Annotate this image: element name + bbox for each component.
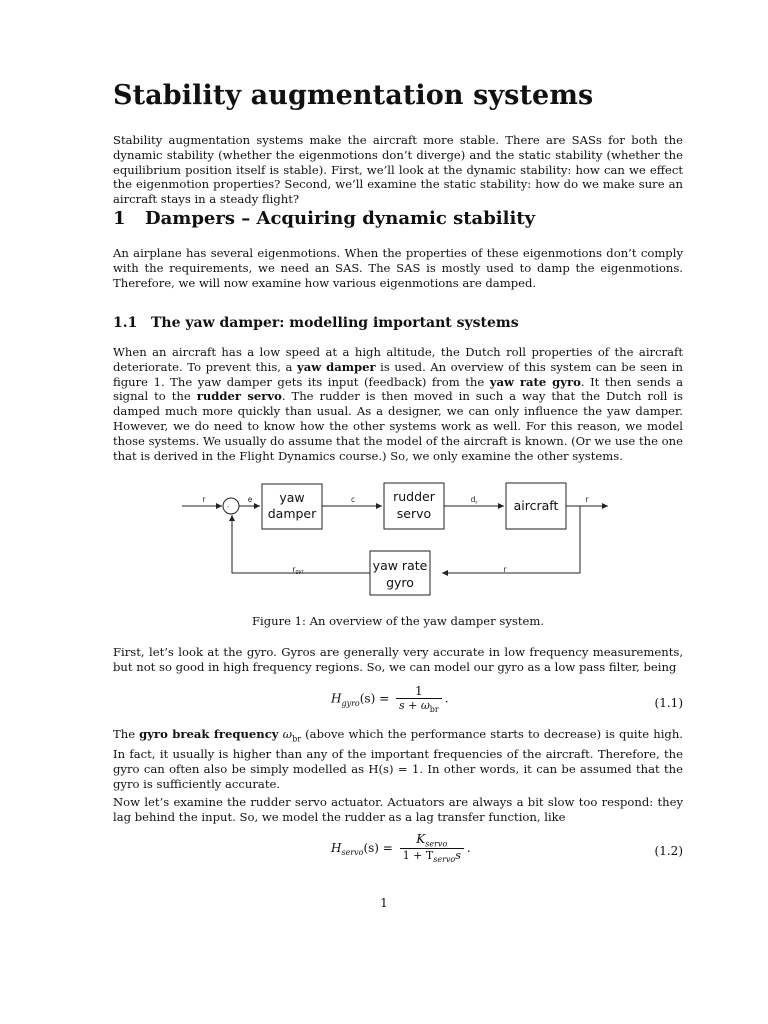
eq1-h-sub: gyro (341, 698, 360, 708)
signal-delta-r-base: d (470, 495, 476, 504)
text-run: (above which the performance starts to decrease) is quite high. In fact, it usually is higher than any of the important frequencies of the aircraft. Therefore, the gyro can often also be simply modelled as H(s) = 1. In other words, it can be assumed that the gyro is sufficiently accurate. (113, 727, 683, 791)
eq2-arg: (s) = (363, 840, 393, 855)
signal-r-gyro-base: r (292, 565, 296, 574)
rudder-servo-label-1: rudder (393, 489, 435, 504)
eq2-h: H (331, 840, 342, 855)
signal-e: e (247, 495, 253, 504)
equation-1-2-number: (1.2) (654, 844, 683, 858)
section-1-heading (113, 208, 535, 229)
section-1-paragraph: An airplane has several eigenmotions. When the properties of these eigenmotions don’t comply with the requirements, we need an SAS. The SAS is mostly used to damp the eigenmotions. Therefore, we will now examine how various eigenmotions are damped. (113, 246, 683, 290)
yaw-damper-block-diagram (180, 476, 610, 604)
text-run: The (113, 727, 140, 741)
eq1-fraction (396, 684, 442, 714)
omega-sub: br (292, 734, 302, 744)
signal-c: c (350, 495, 356, 504)
eq2-k: K (416, 832, 426, 846)
yaw-rate-gyro-label-1: yaw rate (372, 558, 428, 573)
eq1-arg: (s) = (359, 691, 390, 706)
term-gyro-break-frequency: gyro break frequency (139, 727, 279, 741)
section-1-1-number: 1.1 (113, 315, 138, 331)
section-1-1-heading (113, 315, 519, 331)
equation-1-2-body (331, 832, 471, 865)
text-run: When an aircraft has a low speed at a high altitude, the Dutch roll properties of the aircraft deteriorate. To prevent this, a (113, 345, 683, 374)
eq1-h: H (331, 691, 342, 706)
eq1-den: s + ω (398, 699, 430, 712)
gyro-feedback-path (232, 515, 370, 573)
rudder-servo-label-2: servo (396, 506, 432, 521)
eq1-period: . (444, 691, 449, 706)
equation-1-1 (113, 684, 683, 724)
signal-delta-r (471, 495, 479, 506)
signal-delta-r-sub: r (475, 500, 478, 506)
summing-minus-sign: - (226, 503, 230, 510)
eq2-numerator (400, 832, 464, 848)
summing-junction (223, 498, 239, 514)
text-run: . It then sends a signal to the (113, 374, 683, 404)
figure-caption: Figure 1: An overview of the yaw damper system. (251, 614, 545, 628)
yaw-rate-gyro-label-2: gyro (386, 575, 414, 590)
eq1-den-sub: br (429, 705, 439, 715)
signal-r-gyro (292, 565, 304, 575)
equation-1-2 (113, 832, 683, 872)
yaw-damper-label-1: yaw (279, 490, 305, 505)
page-title: Stability augmentation systems (113, 80, 594, 111)
servo-paragraph: Now let’s examine the rudder servo actuator. Actuators are always a bit slow too respond: they lag behind the input. So, we model the rudder as a lag transfer function, like (113, 795, 683, 824)
signal-r-output: r (585, 495, 589, 504)
text-run: is used. An overview of this system can be seen in figure 1. The yaw damper gets its input (feedback) from the (113, 359, 683, 389)
eq1-numerator: 1 (415, 684, 423, 698)
intro-paragraph: Stability augmentation systems make the aircraft more stable. There are SASs for both the dynamic stability (whether the eigenmotions don’t diverge) and the static stability (whether the equilibrium position itself is stable). First, we’ll look at the dynamic stability: how can we effect the eigenmotion properties? Second, we’ll examine the static stability: how do we make sure an aircraft stays in a steady flight? (113, 133, 683, 207)
eq2-denominator (400, 848, 464, 864)
yaw-damper-paragraph (113, 345, 683, 463)
eq2-k-sub: servo (425, 839, 448, 849)
break-frequency-paragraph (113, 727, 683, 792)
eq1-denominator (396, 698, 442, 714)
signal-r-feedback: r (503, 565, 507, 574)
section-1-1-title: The yaw damper: modelling important systems (151, 315, 519, 331)
yaw-damper-label-2: damper (267, 506, 317, 521)
eq2-fraction (400, 832, 464, 865)
term-yaw-damper: yaw damper (297, 359, 376, 374)
gyro-paragraph: First, let’s look at the gyro. Gyros are generally very accurate in low frequency measurements, but not so good in high frequency regions. So, we can model our gyro as a low pass filter, being (113, 645, 683, 674)
signal-r-gyro-sub: gyr (295, 569, 304, 575)
text-run: . The rudder is then moved in such a way that the Dutch roll is damped much more quickly than usual. As a designer, we can only influence the yaw damper. However, we do need to know how the other systems work as well. For this reason, we model those systems. We usually do assume that the model of the aircraft is known. (Or we use the one that is derived in the Flight Dynamics course.) So, we only examine the other systems. (113, 389, 683, 463)
omega-symbol: ω (278, 727, 293, 741)
section-1-title: Dampers – Acquiring dynamic stability (145, 208, 536, 229)
term-yaw-rate-gyro: yaw rate gyro (489, 374, 581, 389)
feedback-path (442, 506, 580, 573)
equation-1-1-body (331, 684, 449, 714)
eq2-den-a: 1 + T (402, 849, 434, 863)
eq2-den-sub: servo (433, 855, 456, 865)
signal-r-input: r (202, 495, 206, 504)
aircraft-label: aircraft (513, 498, 559, 513)
section-1-number: 1 (113, 208, 126, 229)
eq2-period: . (466, 840, 471, 855)
eq2-den-s: s (455, 849, 461, 863)
eq2-h-sub: servo (341, 848, 364, 858)
term-rudder-servo: rudder servo (196, 389, 282, 404)
equation-1-1-number: (1.1) (654, 696, 683, 710)
page-number: 1 (380, 896, 388, 910)
